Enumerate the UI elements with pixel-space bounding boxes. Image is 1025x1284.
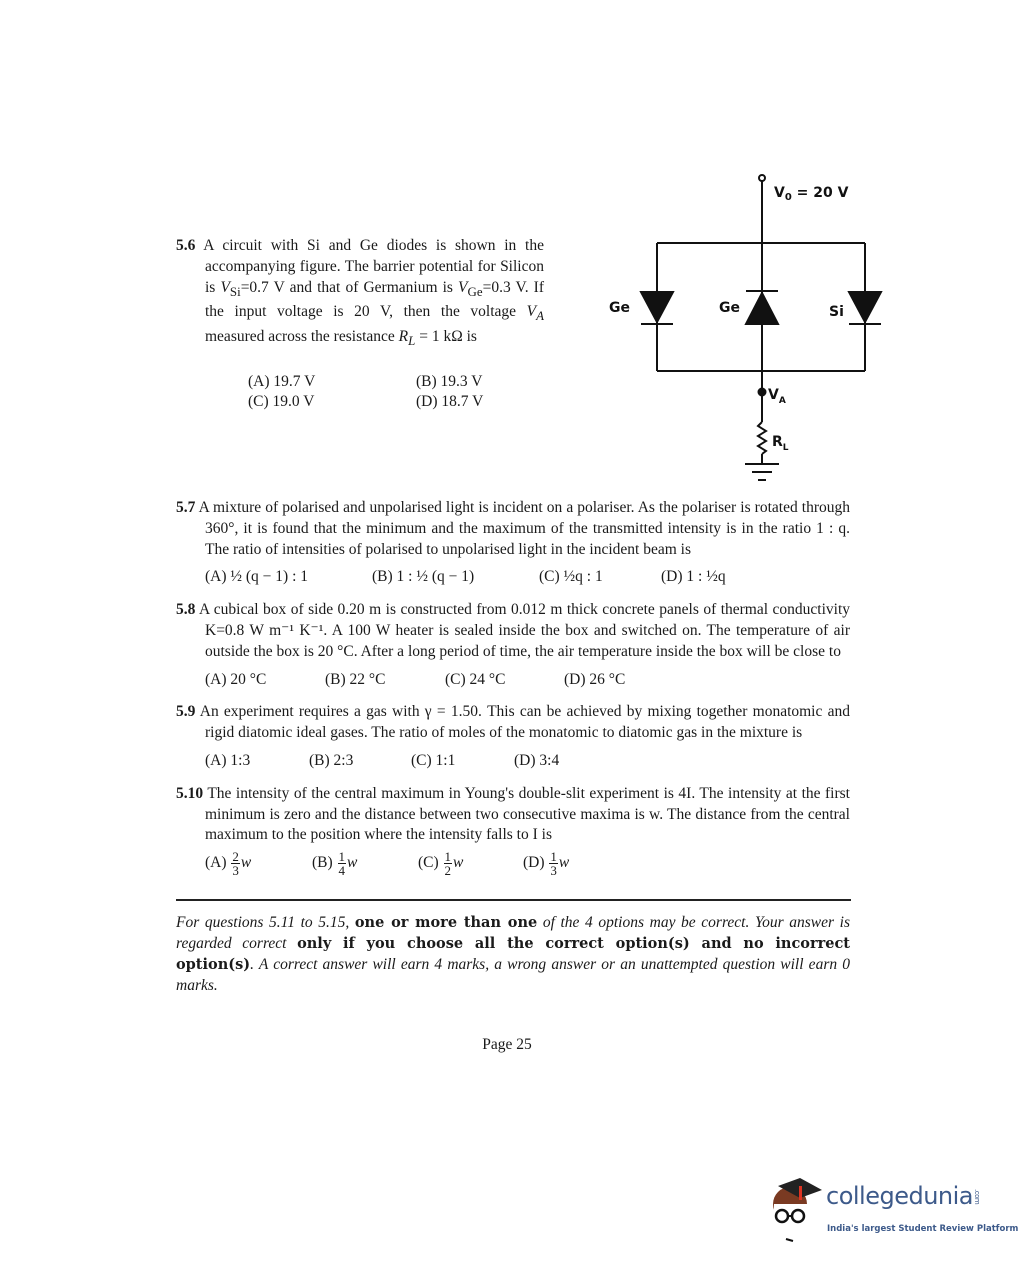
option-b[interactable]: (B) 19.3 V <box>416 373 483 391</box>
option-d[interactable]: (D) 1 : ½q <box>661 568 726 586</box>
option-d[interactable]: (D) 18.7 V <box>416 393 484 411</box>
questions-flow <box>176 498 850 1054</box>
question-5-9: 5.9 An experiment requires a gas with γ = 1.50. This can be achieved by mixing together monatomic and rigid diatomic ideal gases. The ratio of moles of the monatomic to diatomic gas in the mixture is (A) 1:3 (B) 2:3 (C) 1:1 (D) 3:4 <box>176 702 850 771</box>
svg-text:VA: $V_A$ <box>768 387 786 406</box>
options <box>248 372 544 412</box>
option-c[interactable]: (C) 24 °C <box>445 670 506 688</box>
page-number: Page 25 <box>482 1036 532 1054</box>
svg-text:RL: $R_L$ <box>772 434 789 453</box>
option-c[interactable]: (C) $\frac{1}{2}$ w <box>418 849 464 879</box>
svg-text:V0 = 20 V: $V_0 = 20$ V <box>774 185 849 203</box>
question-5-6 <box>176 236 544 412</box>
option-b[interactable]: (B) 2:3 <box>309 751 354 769</box>
option-b[interactable]: (B) 1 : ½ (q − 1) <box>372 568 475 586</box>
option-c[interactable]: (C) ½q : 1 <box>539 568 603 586</box>
diode-ge-left <box>641 292 673 322</box>
option-d[interactable]: (D) 3:4 <box>514 751 560 769</box>
diode-circuit-diagram <box>600 170 890 490</box>
instructions-note: For questions 5.11 to 5.15, one or more than one of the 4 options may be correct. Your answer is regarded correct only if you choose all the correct option(s) and no incorrect option(s). A correct answer will earn 4 marks, a wrong answer or an unattempted question will earn 0 marks. <box>176 914 851 994</box>
label-ge-left: Ge <box>609 300 630 316</box>
option-d[interactable]: (D) 26 °C <box>564 670 626 688</box>
option-a[interactable]: (A) ½ (q − 1) : 1 <box>205 568 309 586</box>
option-a[interactable]: (A) 19.7 V <box>248 373 316 391</box>
diode-si-right <box>849 292 881 322</box>
option-a[interactable]: (A) 1:3 <box>205 751 251 769</box>
option-c[interactable]: (C) 19.0 V <box>248 393 315 411</box>
section-divider <box>176 899 851 901</box>
option-b[interactable]: (B) $\frac{1}{4}$ w <box>312 849 358 879</box>
mascot-icon <box>766 1176 826 1244</box>
question-stem: 5.6 A circuit with Si and Ge diodes is shown in the accompanying figure. The barrier potential for Silicon is $V_{Si}=0.7$ V and that of Germanium is $V_{Ge}=0.3$ V. If the input voltage is 20 V, then the voltage $V_A$ measured across the resistance $R_L = 1$ kΩ is <box>176 237 545 349</box>
option-a[interactable]: (A) $\frac{2}{3}$ w <box>205 849 252 879</box>
option-b[interactable]: (B) 22 °C <box>325 670 386 688</box>
question-5-7: 5.7 A mixture of polarised and unpolarised light is incident on a polariser. As the polariser is rotated through 360°, it is found that the minimum and the maximum of the transmitted intensity is in the ratio 1 : q. The ratio of intensities of polarised to unpolarised light in the incident beam is (A) ½ (q − 1) : 1 (B) 1 : ½ (q − 1) (C) ½q : 1 (D) 1 : ½q <box>176 498 850 588</box>
diode-ge-middle <box>746 293 778 324</box>
resistor-rl <box>758 422 766 454</box>
question-5-8: 5.8 A cubical box of side 0.20 m is constructed from 0.012 m thick concrete panels of thermal conductivity K=0.8 W m⁻¹ K⁻¹. A 100 W heater is sealed inside the box and switched on. The temperature of air outside the box is 20 °C. After a long period of time, the air temperature inside the box will be close to (A) 20 °C (B) 22 °C (C) 24 °C (D) 26 °C <box>176 600 850 690</box>
collegedunia-logo: collegedunia.com India's largest Student Review Platform <box>766 1176 1016 1244</box>
input-terminal <box>759 175 765 181</box>
option-a[interactable]: (A) 20 °C <box>205 670 267 688</box>
option-c[interactable]: (C) 1:1 <box>411 751 456 769</box>
question-5-10: 5.10 The intensity of the central maximum in Young's double-slit experiment is 4I. The intensity at the first minimum is zero and the distance between two consecutive maxima is w. The distance from the central maximum to the position where the intensity falls to I is (A) $\frac{2}{3}$ w (B) $\frac{1}{4}$ w (C) $\frac{1}{2}$ w (D) $\frac{1}{3}$ w <box>176 784 850 879</box>
option-d[interactable]: (D) $\frac{1}{3}$ w <box>523 849 570 879</box>
node-va <box>759 389 766 396</box>
label-ge-middle: Ge <box>719 300 740 316</box>
label-si-right: Si <box>829 304 844 320</box>
